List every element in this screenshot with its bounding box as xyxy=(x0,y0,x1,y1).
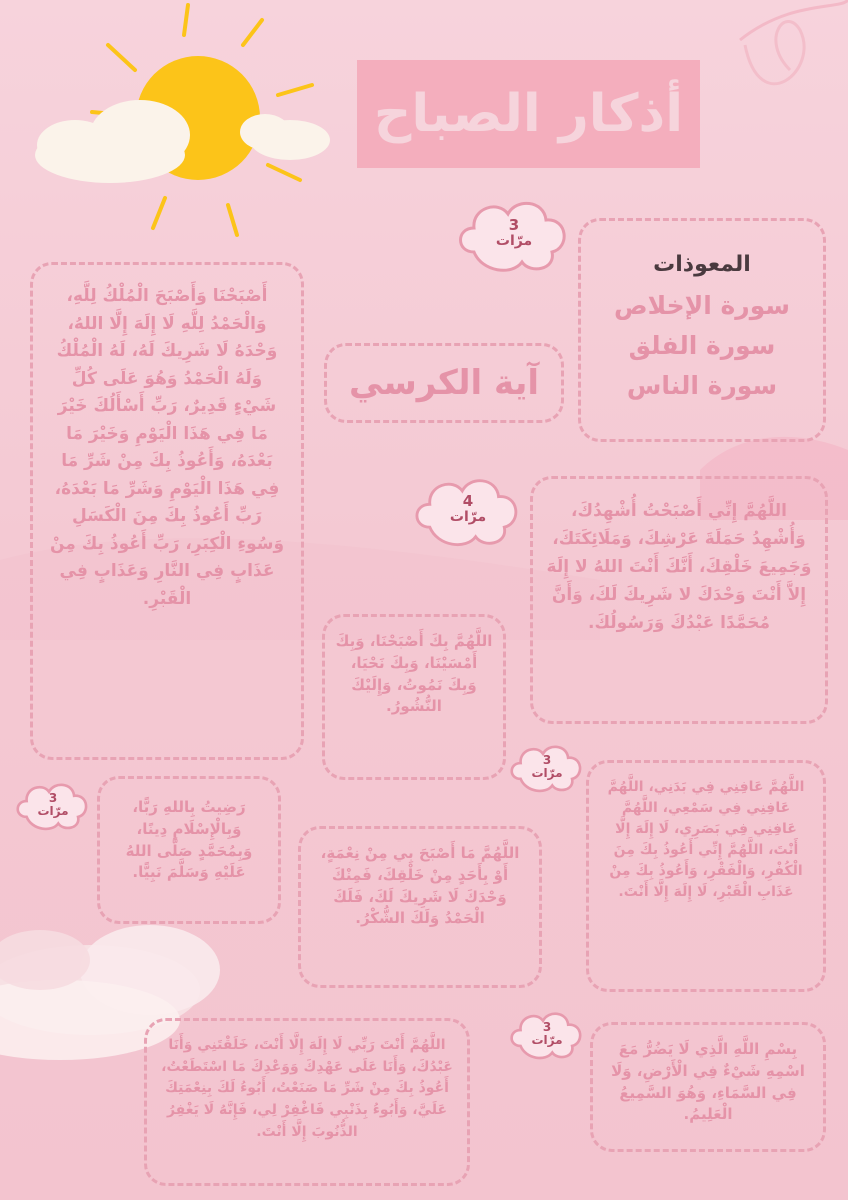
muawwidhat-heading: المعوذات xyxy=(653,252,751,277)
repeat-badge xyxy=(12,776,94,834)
dhikr-text: بِسْمِ اللَّهِ الَّذِي لَا يَضُرُّ مَعَ اسْمِهِ شَيْءٌ فِي الْأَرْضِ، وَلَا فِي السَّمَاءِ، وَهُوَ السَّمِيعُ الْعَلِيمُ. xyxy=(611,1040,805,1124)
badge-count: 3 xyxy=(48,790,58,805)
sun-icon xyxy=(0,0,340,250)
page-title: أذكار الصباح xyxy=(373,84,684,144)
dhikr-bika-asbahna xyxy=(322,614,506,780)
dhikr-afini xyxy=(586,760,826,992)
dhikr-text: رَضِيتُ بِاللهِ رَبًّا، وَبِالْإِسْلَامِ دِينًا، وَبِمُحَمَّدٍ صَلَّى اللهُ عَلَيْهِ وَسَلَّمَ نَبِيًّا. xyxy=(125,798,253,882)
repeat-badge xyxy=(506,738,588,796)
dhikr-text: اللَّهُمَّ أَنْتَ رَبِّي لَا إِلَهَ إِلَّا أَنْتَ، خَلَقْتَنِي وَأَنَا عَبْدُكَ، وَأَنَا عَلَى عَهْدِكَ وَوَعْدِكَ مَا اسْتَطَعْتُ، أَعُوذُ بِكَ مِنْ شَرِّ مَا صَنَعْتُ، أَبُوءُ لَكَ بِنِعْمَتِكَ عَلَيَّ، وَأَبُوءُ بِذَنْبِي فَاغْفِرْ لِي، فَإِنَّهُ لَا يَغْفِرُ الذُّنُوبَ إِلَّا أَنْتَ. xyxy=(161,1037,453,1140)
badge-count: 4 xyxy=(462,492,474,511)
surah-ikhlas: سورة الإخلاص xyxy=(614,290,790,320)
surah-falaq: سورة الفلق xyxy=(628,330,776,360)
badge-count: 3 xyxy=(542,752,552,767)
repeat-badge xyxy=(452,190,576,278)
dhikr-text: اللَّهُمَّ بِكَ أَصْبَحْنَا، وَبِكَ أَمْسَيْنَا، وَبِكَ نَحْيَا، وَبِكَ نَمُوتُ، وَإِلَيْكَ النُّشُورُ. xyxy=(335,632,493,716)
dhikr-text: اللَّهُمَّ إِنِّي أَصْبَحْتُ أُشْهِدُكَ، وَأُشْهِدُ حَمَلَةَ عَرْشِكَ، وَمَلَائِكَتَكَ، وَجَمِيعَ خَلْقِكَ، أَنَّكَ أَنْتَ اللهُ لا إِلَهَ إِلاَّ أَنْتَ وَحْدَكَ لا شَرِيكَ لَكَ، وَأَنَّ مُحَمَّدًا عَبْدُكَ وَرَسُولُكَ. xyxy=(546,501,812,634)
muawwidhat-card xyxy=(578,218,826,442)
badge-count: 3 xyxy=(542,1019,552,1034)
dhikr-nimah xyxy=(298,826,542,988)
title-banner xyxy=(357,60,700,168)
repeat-badge xyxy=(408,468,528,552)
badge-count: 3 xyxy=(508,216,520,235)
badge-label: مرّات xyxy=(531,1032,563,1047)
dhikr-ushhiduka xyxy=(530,476,828,724)
badge-label: مرّات xyxy=(449,509,487,526)
dhikr-text: أَصْبَحْنَا وَأَصْبَحَ الْمُلْكُ لِلَّهِ، وَالْحَمْدُ لِلَّهِ لَا إِلَهَ إِلَّا اللهُ، وَحْدَهُ لَا شَرِيكَ لَهُ، لَهُ الْمُلْكُ وَلَهُ الْحَمْدُ وَهُوَ عَلَى كُلِّ شَيْءٍ قَدِيرٌ، رَبِّ أَسْأَلُكَ خَيْرَ مَا فِي هَذَا الْيَوْمِ وَخَيْرَ مَا بَعْدَهُ، وَأَعُوذُ بِكَ مِنْ شَرِّ مَا فِي هَذَا الْيَوْمِ وَشَرِّ مَا بَعْدَهُ، رَبِّ أَعُوذُ بِكَ مِنَ الْكَسَلِ وَسُوءِ الْكِبَرِ، رَبِّ أَعُوذُ بِكَ مِنْ عَذَابٍ فِي النَّارِ وَعَذَابٍ فِي الْقَبْرِ. xyxy=(49,286,285,609)
badge-label: مرّات xyxy=(531,765,563,780)
dhikr-asbahna-mulk xyxy=(30,262,304,760)
ayat-kursi-label: آية الكرسي xyxy=(348,363,540,403)
surah-nas: سورة الناس xyxy=(626,370,778,400)
dhikr-bismillah xyxy=(590,1022,826,1152)
dhikr-sayyid-istighfar xyxy=(144,1018,470,1186)
badge-label: مرّات xyxy=(37,803,69,818)
badge-label: مرّات xyxy=(495,233,533,250)
dhikr-text: اللَّهُمَّ عَافِنِي فِي بَدَنِي، اللَّهُمَّ عَافِنِي فِي سَمْعِي، اللَّهُمَّ عَافِنِي فِي بَصَرِي، لَا إِلَهَ إِلَّا أَنْتَ، اللَّهُمَّ إِنِّي أَعُوذُ بِكَ مِنَ الْكُفْرِ، وَالْفَقْرِ، وَأَعُوذُ بِكَ مِنْ عَذَابِ الْقَبْرِ، لَا إِلَهَ إِلَّا أَنْتَ. xyxy=(607,779,805,900)
repeat-badge xyxy=(506,1004,588,1064)
ayat-kursi-card xyxy=(324,343,564,423)
dhikr-text: اللَّهُمَّ مَا أَصْبَحَ بِي مِنْ نِعْمَةٍ، أَوْ بِأَحَدٍ مِنْ خَلْقِكَ، فَمِنْكَ وَحْدَكَ لَا شَرِيكَ لَكَ، فَلَكَ الْحَمْدُ وَلَكَ الشُّكْرُ. xyxy=(320,844,520,928)
dhikr-raditu xyxy=(97,776,281,924)
